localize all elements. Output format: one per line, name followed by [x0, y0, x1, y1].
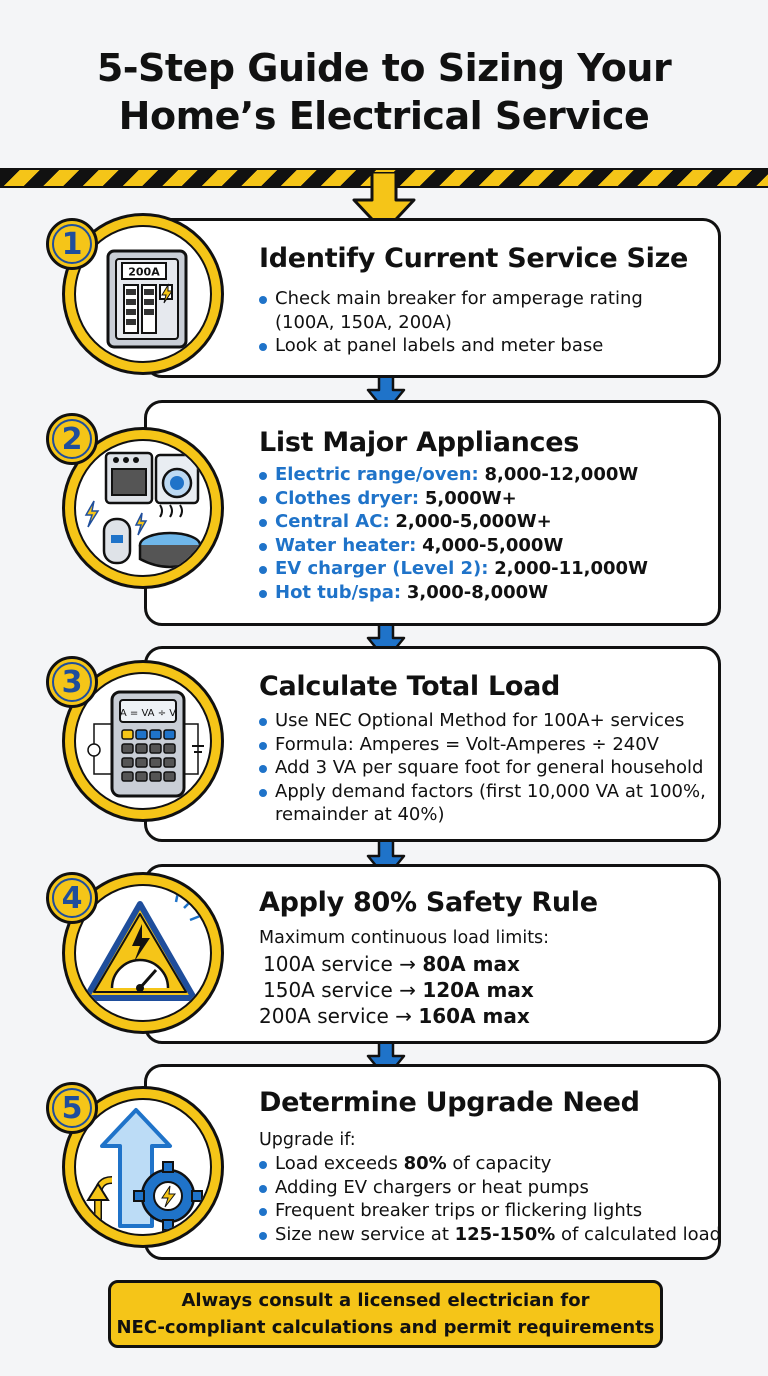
- service-size: 200A service →: [259, 1004, 412, 1028]
- step-number: 5: [61, 1090, 83, 1126]
- step-number: 3: [61, 664, 83, 700]
- step-2-appliance-list: [259, 463, 648, 604]
- step-1-card: [144, 218, 721, 378]
- step-4-number-badge: [46, 872, 98, 924]
- step-1-bullets: [259, 287, 643, 358]
- footer-disclaimer: [108, 1280, 663, 1348]
- upgrade-arrow-gear-icon: [76, 1100, 212, 1236]
- list-item: Adding EV chargers or heat pumps: [259, 1176, 721, 1200]
- appliance-name: Clothes dryer:: [275, 487, 420, 509]
- appliance-wattage: 4,000-5,000W: [422, 534, 564, 556]
- service-size: 100A service →: [263, 952, 416, 976]
- step-5-card: [144, 1064, 721, 1260]
- appliance-wattage: 2,000-5,000W+: [395, 511, 552, 532]
- list-item: [259, 534, 648, 558]
- step-3-number-badge: [46, 656, 98, 708]
- list-item: [259, 581, 648, 605]
- appliance-wattage: 2,000-11,000W: [494, 558, 648, 579]
- step-4-card: [144, 864, 721, 1044]
- appliance-name: Water heater:: [275, 534, 417, 556]
- appliance-name: Hot tub/spa:: [275, 581, 402, 603]
- step-3-card: [144, 646, 721, 842]
- step-number: 2: [61, 421, 83, 457]
- page-title-line2: Home’s Electrical Service: [118, 94, 650, 138]
- list-item: Load exceeds 80% of capacity: [259, 1152, 721, 1176]
- list-item: Add 3 VA per square foot for general household: [259, 756, 706, 780]
- list-item: Use NEC Optional Method for 100A+ services: [259, 709, 706, 733]
- step-4-heading: Apply 80% Safety Rule: [259, 887, 598, 918]
- step-2-heading: List Major Appliances: [259, 427, 580, 458]
- list-item: Look at panel labels and meter base: [259, 334, 643, 358]
- appliances-icon: [76, 441, 212, 577]
- list-item: Size new service at 125-150% of calculated load: [259, 1223, 721, 1247]
- service-limit-row: [263, 977, 534, 1003]
- list-item: [259, 557, 648, 581]
- appliance-wattage: 5,000W+: [424, 487, 517, 509]
- list-item: [259, 510, 648, 534]
- step-5-number-badge: [46, 1082, 98, 1134]
- service-limit-row: [263, 951, 520, 977]
- step-3-bullets: [259, 709, 706, 827]
- calculator-icon: [76, 674, 212, 810]
- panel-label: 200A: [128, 265, 160, 279]
- appliance-name: Central AC:: [275, 511, 390, 532]
- list-item: Check main breaker for amperage rating: [259, 287, 643, 311]
- page-title: [0, 44, 768, 140]
- list-item: Apply demand factors (first 10,000 VA at 100%,: [259, 780, 706, 804]
- footer-line2: NEC-compliant calculations and permit requirements: [116, 1317, 655, 1338]
- appliance-wattage: 8,000-12,000W: [484, 464, 639, 485]
- service-max: 160A max: [418, 1004, 530, 1028]
- service-size: 150A service →: [263, 978, 416, 1002]
- list-item: Frequent breaker trips or flickering lights: [259, 1199, 721, 1223]
- service-limit-row: [259, 1003, 530, 1029]
- appliance-name: Electric range/oven:: [275, 464, 479, 485]
- step-number: 4: [61, 880, 83, 916]
- service-max: 120A max: [422, 978, 534, 1002]
- step-3-heading: Calculate Total Load: [259, 671, 561, 702]
- list-item: (100A, 150A, 200A): [275, 311, 452, 333]
- calculator-display: A = VA ÷ V: [119, 708, 177, 719]
- step-1-number-badge: [46, 218, 98, 270]
- step-2-card: [144, 400, 721, 626]
- step-2-number-badge: [46, 413, 98, 465]
- list-item: Formula: Amperes = Volt-Amperes ÷ 240V: [259, 733, 706, 757]
- list-item: remainder at 40%): [275, 804, 445, 825]
- appliance-name: EV charger (Level 2):: [275, 558, 489, 579]
- list-item: [259, 487, 648, 511]
- step-5-heading: Determine Upgrade Need: [259, 1087, 640, 1118]
- appliance-wattage: 3,000-8,000W: [406, 581, 549, 603]
- step-5-intro: Upgrade if:: [259, 1130, 356, 1150]
- list-item: [259, 463, 648, 487]
- step-4-intro: Maximum continuous load limits:: [259, 928, 550, 948]
- service-max: 80A max: [422, 952, 520, 976]
- page-title-line1: 5-Step Guide to Sizing Your: [96, 46, 672, 90]
- step-1-heading: Identify Current Service Size: [259, 243, 688, 274]
- footer-line1: Always consult a licensed electrician for: [181, 1290, 590, 1311]
- step-5-bullets: [259, 1152, 721, 1246]
- step-number: 1: [61, 226, 83, 262]
